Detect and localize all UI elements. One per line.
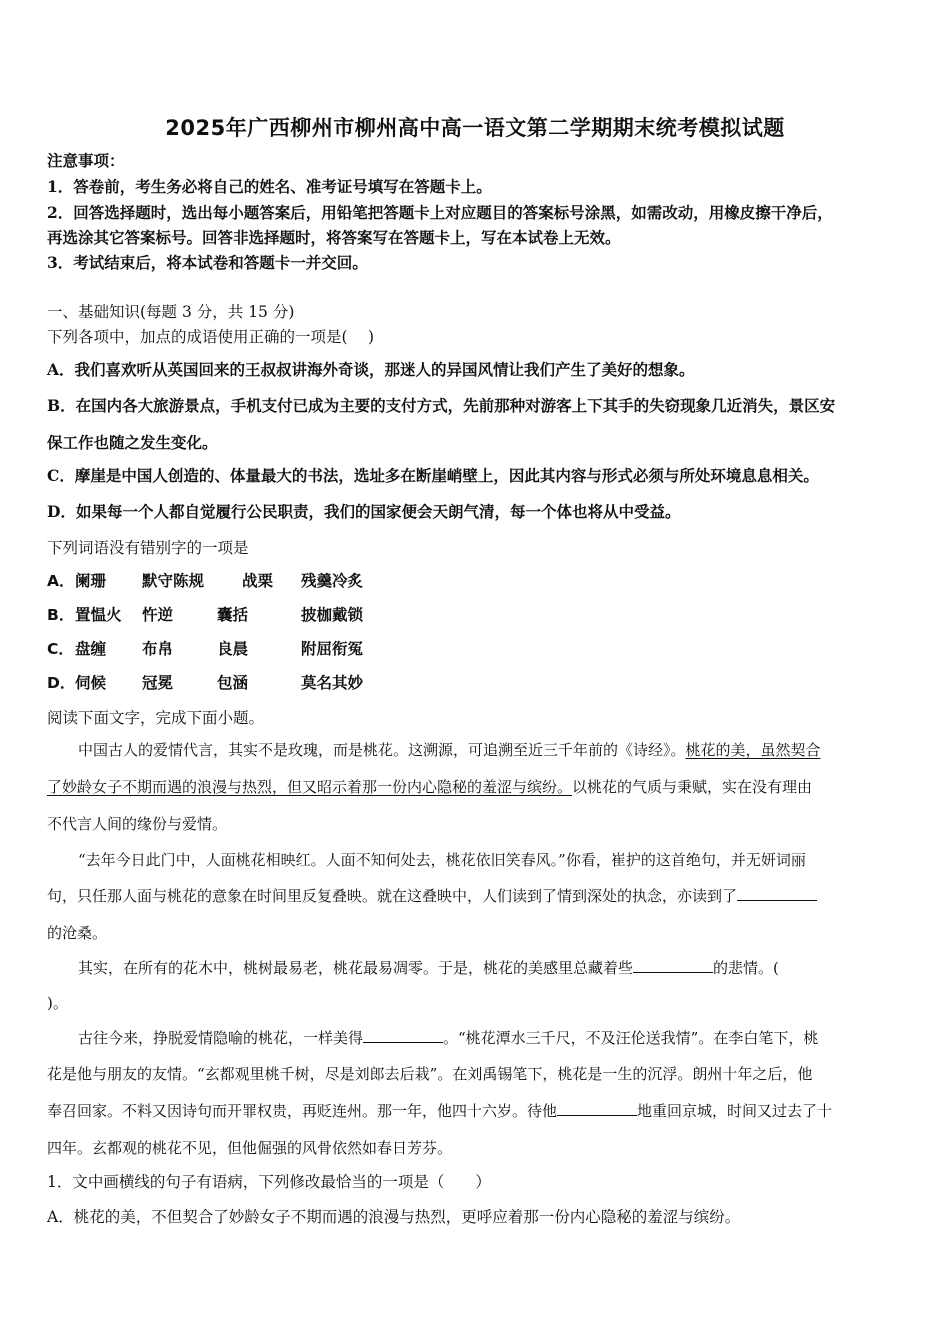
passage-text: 地重回京城，时间又过去了十	[637, 1102, 833, 1120]
passage-text: 古往今来，挣脱爱情隐喻的桃花，一样美得	[78, 1029, 364, 1047]
word: 盘缠	[75, 640, 107, 658]
word: 默守陈规	[142, 572, 205, 590]
fill-blank	[363, 1028, 443, 1043]
option-b-idiom-cont: 保工作也随之发生变化。	[47, 433, 218, 452]
passage-line	[47, 1101, 832, 1121]
question-stem-idiom: 下列各项中，加点的成语使用正确的一项是( )	[47, 328, 375, 346]
fill-blank	[633, 958, 713, 973]
option-label: B．	[47, 606, 75, 624]
passage-text: 中国古人的爱情代言，其实不是玫瑰，而是桃花。这溯源，可追溯至近三千年前的《诗经》。	[78, 741, 686, 759]
passage-line: 不代言人间的缘份与爱情。	[47, 815, 228, 833]
fill-blank	[557, 1101, 637, 1116]
word: 莫名其妙	[301, 674, 364, 692]
word: 残羹冷炙	[301, 572, 364, 590]
passage-line	[78, 958, 779, 978]
passage-text: 。“桃花潭水三千尺，不及汪伦送我情”。在李白笔下，桃	[443, 1029, 819, 1047]
passage-text: 的悲情。(	[713, 959, 779, 977]
option-d-idiom: D．如果每一个人都自觉履行公民职责，我们的国家便会天朗气清，每一个体也将从中受益。	[47, 502, 681, 521]
option-a-grammar: A．桃花的美，不但契合了妙龄女子不期而遇的浪漫与热烈，更呼应着那一份内心隐秘的羞涩与缤纷。	[47, 1208, 741, 1226]
word: 冠冕	[142, 674, 174, 692]
passage-line	[47, 886, 817, 906]
word: 囊括	[217, 606, 249, 624]
option-label: C．	[47, 640, 74, 658]
option-label: A．	[47, 572, 75, 590]
passage-text: 奉召回家。不料又因诗句而开罪权贵，再贬连州。那一年，他四十六岁。待他	[47, 1102, 558, 1120]
option-c-idiom: C．摩崖是中国人创造的、体量最大的书法，选址多在断崖峭壁上，因此其内容与形式必须与所处环境息息相关。	[47, 466, 819, 485]
option-label: D．	[47, 674, 76, 692]
word: 布帛	[142, 640, 174, 658]
word: 伺候	[75, 674, 107, 692]
word: 战栗	[242, 572, 274, 590]
notice-item-3: 3．考试结束后，将本试卷和答题卡一并交回。	[47, 253, 368, 272]
word: 阑珊	[75, 572, 107, 590]
passage-text: 其实，在所有的花木中，桃树最易老，桃花最易凋零。于是，桃花的美感里总藏着些	[78, 959, 634, 977]
passage-text: 句，只任那人面与桃花的意象在时间里反复叠映。就在这叠映中，人们读到了情到深处的执念，亦读到了	[47, 887, 738, 905]
question-stem-grammar: 1．文中画横线的句子有语病，下列修改最恰当的一项是（ ）	[47, 1173, 491, 1191]
passage-line	[78, 740, 821, 760]
option-a-idiom: A．我们喜欢听从英国回来的王叔叔讲海外奇谈，那迷人的异国风情让我们产生了美好的想象。	[47, 360, 695, 379]
option-b-idiom: B．在国内各大旅游景点，手机支付已成为主要的支付方式，先前那种对游客上下其手的失窃现象几近消失，景区安	[47, 396, 836, 415]
notice-item-2: 2．回答选择题时，选出每小题答案后，用铅笔把答题卡上对应题目的答案标号涂黑，如需改动，用橡皮擦干净后，	[47, 203, 833, 222]
word: 置愠火	[75, 606, 122, 624]
notice-item-2-cont: 再选涂其它答案标号。回答非选择题时，将答案写在答题卡上，写在本试卷上无效。	[47, 228, 621, 247]
underlined-sentence: 桃花的美，虽然契合	[685, 741, 821, 759]
section-heading: 一、基础知识(每题 3 分，共 15 分)	[47, 303, 295, 321]
page-title: 2025年广西柳州市柳州高中高一语文第二学期期末统考模拟试题	[165, 116, 785, 140]
passage-line: 花是他与朋友的友情。“玄都观里桃千树，尽是刘郎去后栽”。在刘禹锡笔下，桃花是一生的沉浮。朗州十年之后，他	[47, 1065, 813, 1083]
word: 包涵	[217, 674, 249, 692]
word: 披枷戴锁	[301, 606, 364, 624]
underlined-sentence: 了妙龄女子不期而遇的浪漫与热烈，但又昭示着那一份内心隐秘的羞涩与缤纷。	[47, 778, 573, 796]
passage-line: )。	[47, 994, 68, 1012]
word: 良晨	[217, 640, 249, 658]
notice-item-1: 1．答卷前，考生务必将自己的姓名、准考证号填写在答题卡上。	[47, 177, 492, 196]
fill-blank	[737, 886, 817, 901]
passage-line	[78, 1028, 818, 1048]
reading-intro: 阅读下面文字，完成下面小题。	[47, 709, 265, 727]
passage-line: “去年今日此门中，人面桃花相映红。人面不知何处去，桃花依旧笑春风。”你看，崔护的这首绝句，并无妍词丽	[78, 851, 806, 869]
passage-line	[47, 777, 812, 797]
word: 忤逆	[142, 606, 174, 624]
word: 附屈衔冤	[301, 640, 364, 658]
passage-line: 四年。玄都观的桃花不见，但他倔强的风骨依然如春日芳芬。	[47, 1139, 453, 1157]
notice-heading: 注意事项：	[47, 151, 125, 170]
question-stem-typo: 下列词语没有错别字的一项是	[47, 539, 249, 557]
passage-line: 的沧桑。	[47, 924, 108, 942]
passage-text: 以桃花的气质与秉赋，实在没有理由	[572, 778, 813, 796]
